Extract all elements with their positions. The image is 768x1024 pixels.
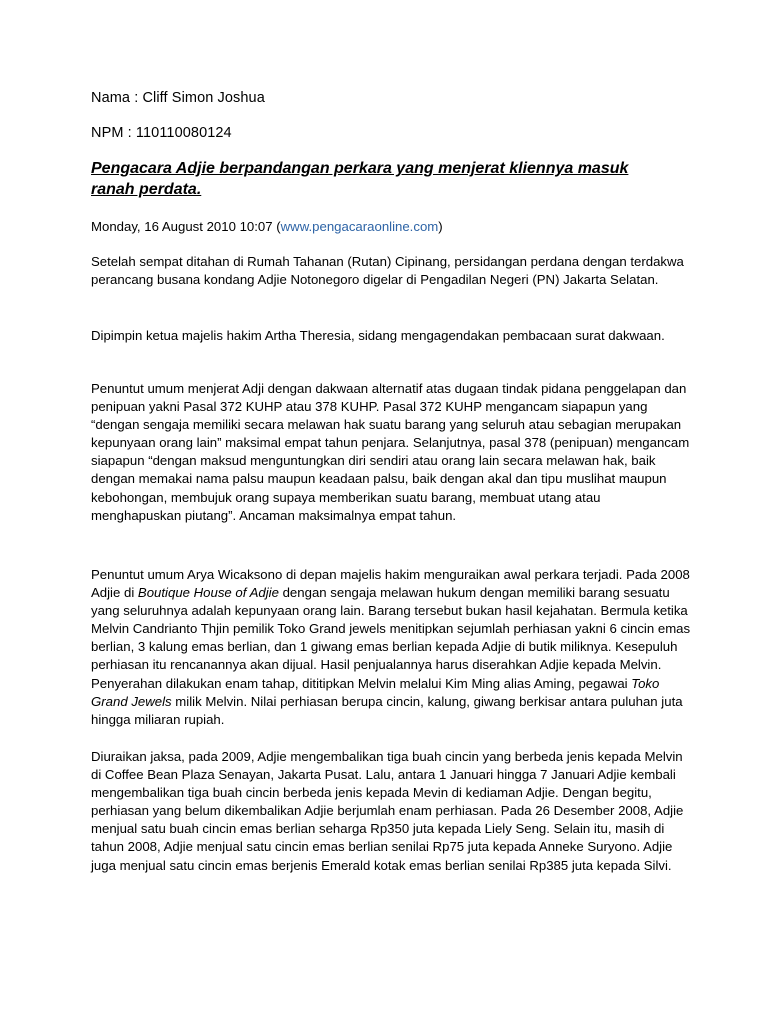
article-dateline (91, 218, 691, 236)
student-name: Nama : Cliff Simon Joshua (91, 90, 265, 106)
source-link[interactable]: www.pengacaraonline.com (280, 219, 439, 234)
paragraph-4 (91, 566, 691, 729)
paragraph-3: Penuntut umum menjerat Adji dengan dakwaan alternatif atas dugaan tindak pidana penggelapan dan penipuan yakni Pasal 372 KUHP atau 378 KUHP. Pasal 372 KUHP mengancam siapapun yang “dengan sengaja memiliki secara melawan hak suatu barang yang seluruh atau sebagian merupakan kepunyaan orang lain” maksimal empat tahun penjara. Selanjutnya, pasal 378 (penipuan) mengancam siapapun “dengan maksud menguntungkan diri sendiri atau orang lain secara melawan hak, baik dengan memakai nama palsu maupun keadaan palsu, baik dengan akal dan tipu muslihat maupun kebohongan, membujuk orang supaya memberikan suatu barang, membuat utang atau menghapuskan piutang”. Ancaman maksimalnya empat tahun. (91, 381, 690, 523)
article-title: Pengacara Adjie berpandangan perkara yang menjerat kliennya masuk ranah perdata. (91, 160, 629, 198)
paragraph-2: Dipimpin ketua majelis hakim Artha Theresia, sidang mengagendakan pembacaan surat dakwaan. (91, 328, 665, 343)
store-name: Toko Grand Jewels (91, 675, 660, 709)
student-npm: NPM : 110110080124 (91, 125, 232, 141)
paragraph-1: Setelah sempat ditahan di Rumah Tahanan (Rutan) Cipinang, persidangan perdana dengan terdakwa perancang busana kondang Adjie Notonegoro digelar di Pengadilan Negeri (PN) Jakarta Selatan. (91, 254, 684, 288)
dateline-suffix: ) (438, 219, 443, 234)
paragraph-4-text-e: milik Melvin. Nilai perhiasan berupa cincin, kalung, giwang berkisar antara puluhan juta hingga miliaran rupiah. (91, 693, 683, 727)
paragraph-4-text-a: Penuntut umum Arya Wicaksono di depan majelis hakim menguraikan awal perkara terjadi. Pada 2008 Adjie di (91, 567, 690, 601)
dateline-prefix: Monday, 16 August 2010 10:07 ( (91, 219, 281, 234)
boutique-name: Boutique House of Adjie (137, 585, 279, 601)
paragraph-4-text-c: dengan sengaja melawan hukum dengan memiliki barang sesuatu yang seluruhnya adalah kepunyaan orang lain. Barang tersebut bukan hasil kejahatan. Bermula ketika Melvin Candrianto Thjin pemilik Toko Grand jewels menitipkan sejumlah perhiasan yakni 6 cincin emas berlian, 3 kalung emas berlian, dan 1 giwang emas berlian kepada Adjie di butik miliknya. Kesepuluh perhiasan itu rencanannya akan dijual. Hasil penjualannya harus diserahkan Adjie kepada Melvin. Penyerahan dilakukan enam tahap, dititipkan Melvin melalui Kim Ming alias Aming, pegawai (91, 585, 691, 691)
paragraph-5: Diuraikan jaksa, pada 2009, Adjie mengembalikan tiga buah cincin yang berbeda jenis kepada Melvin di Coffee Bean Plaza Senayan, Jakarta Pusat. Lalu, antara 1 Januari hingga 7 Januari Adjie kembali mengembalikan tiga buah cincin berbeda jenis kepada Mevin di kediaman Adjie. Dengan begitu, perhiasan yang belum dikembalikan Adjie berjumlah enam perhiasan. Pada 26 Desember 2008, Adjie menjual satu buah cincin emas berlian seharga Rp350 juta kepada Liely Seng. Selain itu, masih di tahun 2008, Adjie menjual satu cincin emas berlian senilai Rp75 juta kepada Anneke Suryono. Adjie juga menjual satu cincin emas berjenis Emerald kotak emas berlian senilai Rp385 juta kepada Silvi. (91, 749, 684, 873)
